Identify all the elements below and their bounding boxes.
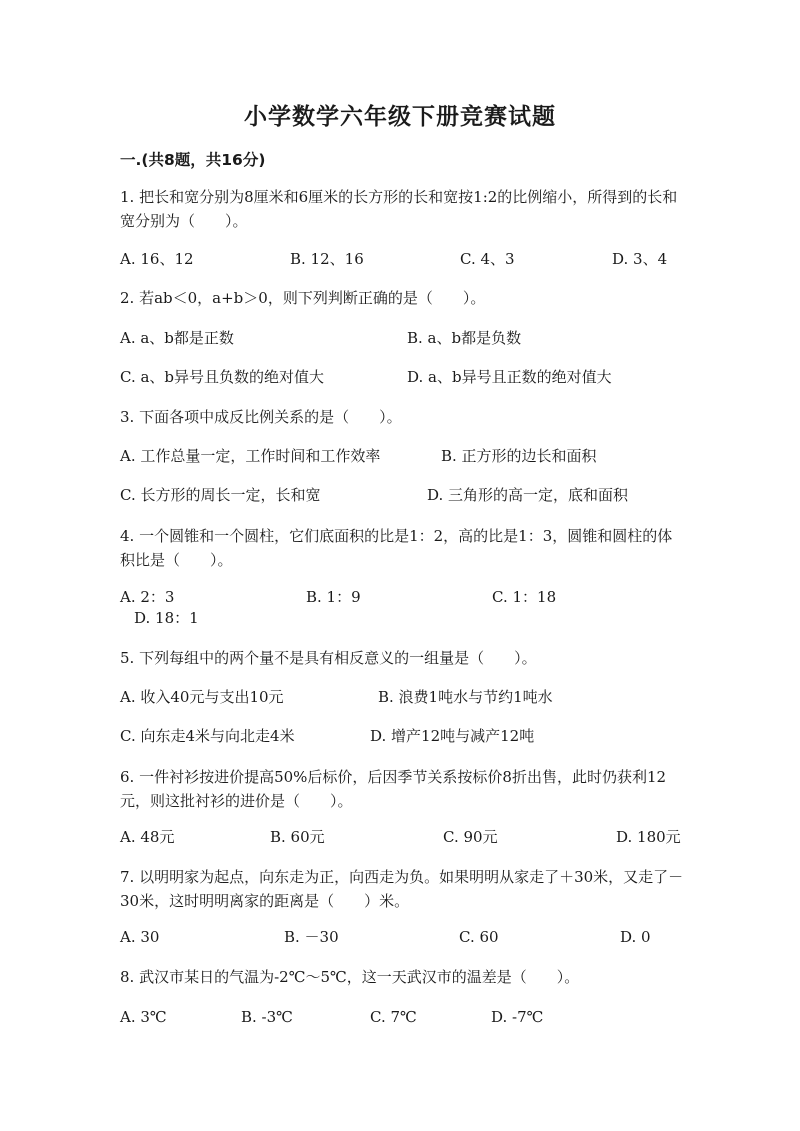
option-d: D. 三角形的高一定，底和面积 xyxy=(427,486,629,504)
option-d: D. 增产12吨与减产12吨 xyxy=(370,727,535,745)
option-b: B. 1：9 xyxy=(306,588,361,606)
option-c: C. 向东走4米与向北走4米 xyxy=(120,727,295,745)
option-a: A. 48元 xyxy=(120,828,175,846)
option-d: D. a、b异号且正数的绝对值大 xyxy=(407,368,612,386)
option-b: B. 正方形的边长和面积 xyxy=(441,447,597,465)
question-stem: 8. 武汉市某日的气温为-2℃～5℃，这一天武汉市的温差是（ ）。 xyxy=(120,968,580,986)
option-c: C. a、b异号且负数的绝对值大 xyxy=(120,368,325,386)
option-a: A. 工作总量一定，工作时间和工作效率 xyxy=(120,447,381,465)
option-d: D. 3、4 xyxy=(612,250,668,268)
option-b: B. 12、16 xyxy=(290,250,364,268)
section-heading: 一.(共8题，共16分) xyxy=(120,151,266,169)
option-c: C. 1：18 xyxy=(492,588,557,606)
option-b: B. －30 xyxy=(284,928,339,946)
option-b: B. 浪费1吨水与节约1吨水 xyxy=(378,688,553,706)
question-stem: 3. 下面各项中成反比例关系的是（ ）。 xyxy=(120,408,402,426)
option-d: D. 0 xyxy=(620,928,651,946)
option-b: B. -3℃ xyxy=(241,1008,293,1026)
option-b: B. 60元 xyxy=(270,828,325,846)
option-c: C. 60 xyxy=(459,928,499,946)
option-c: C. 4、3 xyxy=(460,250,515,268)
option-a: A. 2：3 xyxy=(120,588,175,606)
option-a: A. 3℃ xyxy=(120,1008,167,1026)
question-stem: 1. 把长和宽分别为8厘米和6厘米的长方形的长和宽按1:2的比例缩小，所得到的长和宽分别为（ ）。 xyxy=(120,188,678,230)
option-a: A. a、b都是正数 xyxy=(120,329,234,347)
option-a: A. 16、12 xyxy=(120,250,194,268)
option-a: A. 收入40元与支出10元 xyxy=(120,688,284,706)
option-c: C. 90元 xyxy=(443,828,498,846)
question-stem: 7. 以明明家为起点，向东走为正，向西走为负。如果明明从家走了＋30米，又走了－30米，这时明明离家的距离是（ ）米。 xyxy=(120,868,684,910)
option-b: B. a、b都是负数 xyxy=(407,329,522,347)
page-title: 小学数学六年级下册竞赛试题 xyxy=(244,104,556,130)
option-a: A. 30 xyxy=(120,928,160,946)
option-c: C. 7℃ xyxy=(370,1008,417,1026)
option-d: D. 18：1 xyxy=(134,609,199,627)
option-d: D. -7℃ xyxy=(491,1008,544,1026)
option-d: D. 180元 xyxy=(616,828,681,846)
question-stem: 5. 下列每组中的两个量不是具有相反意义的一组量是（ ）。 xyxy=(120,649,537,667)
option-c: C. 长方形的周长一定，长和宽 xyxy=(120,486,321,504)
question-stem: 6. 一件衬衫按进价提高50%后标价，后因季节关系按标价8折出售，此时仍获利12元，则这批衬衫的进价是（ ）。 xyxy=(120,768,667,810)
question-stem: 4. 一个圆锥和一个圆柱，它们底面积的比是1：2，高的比是1：3，圆锥和圆柱的体积比是（ ）。 xyxy=(120,527,673,569)
question-stem: 2. 若ab＜0，a+b＞0，则下列判断正确的是（ ）。 xyxy=(120,289,486,307)
